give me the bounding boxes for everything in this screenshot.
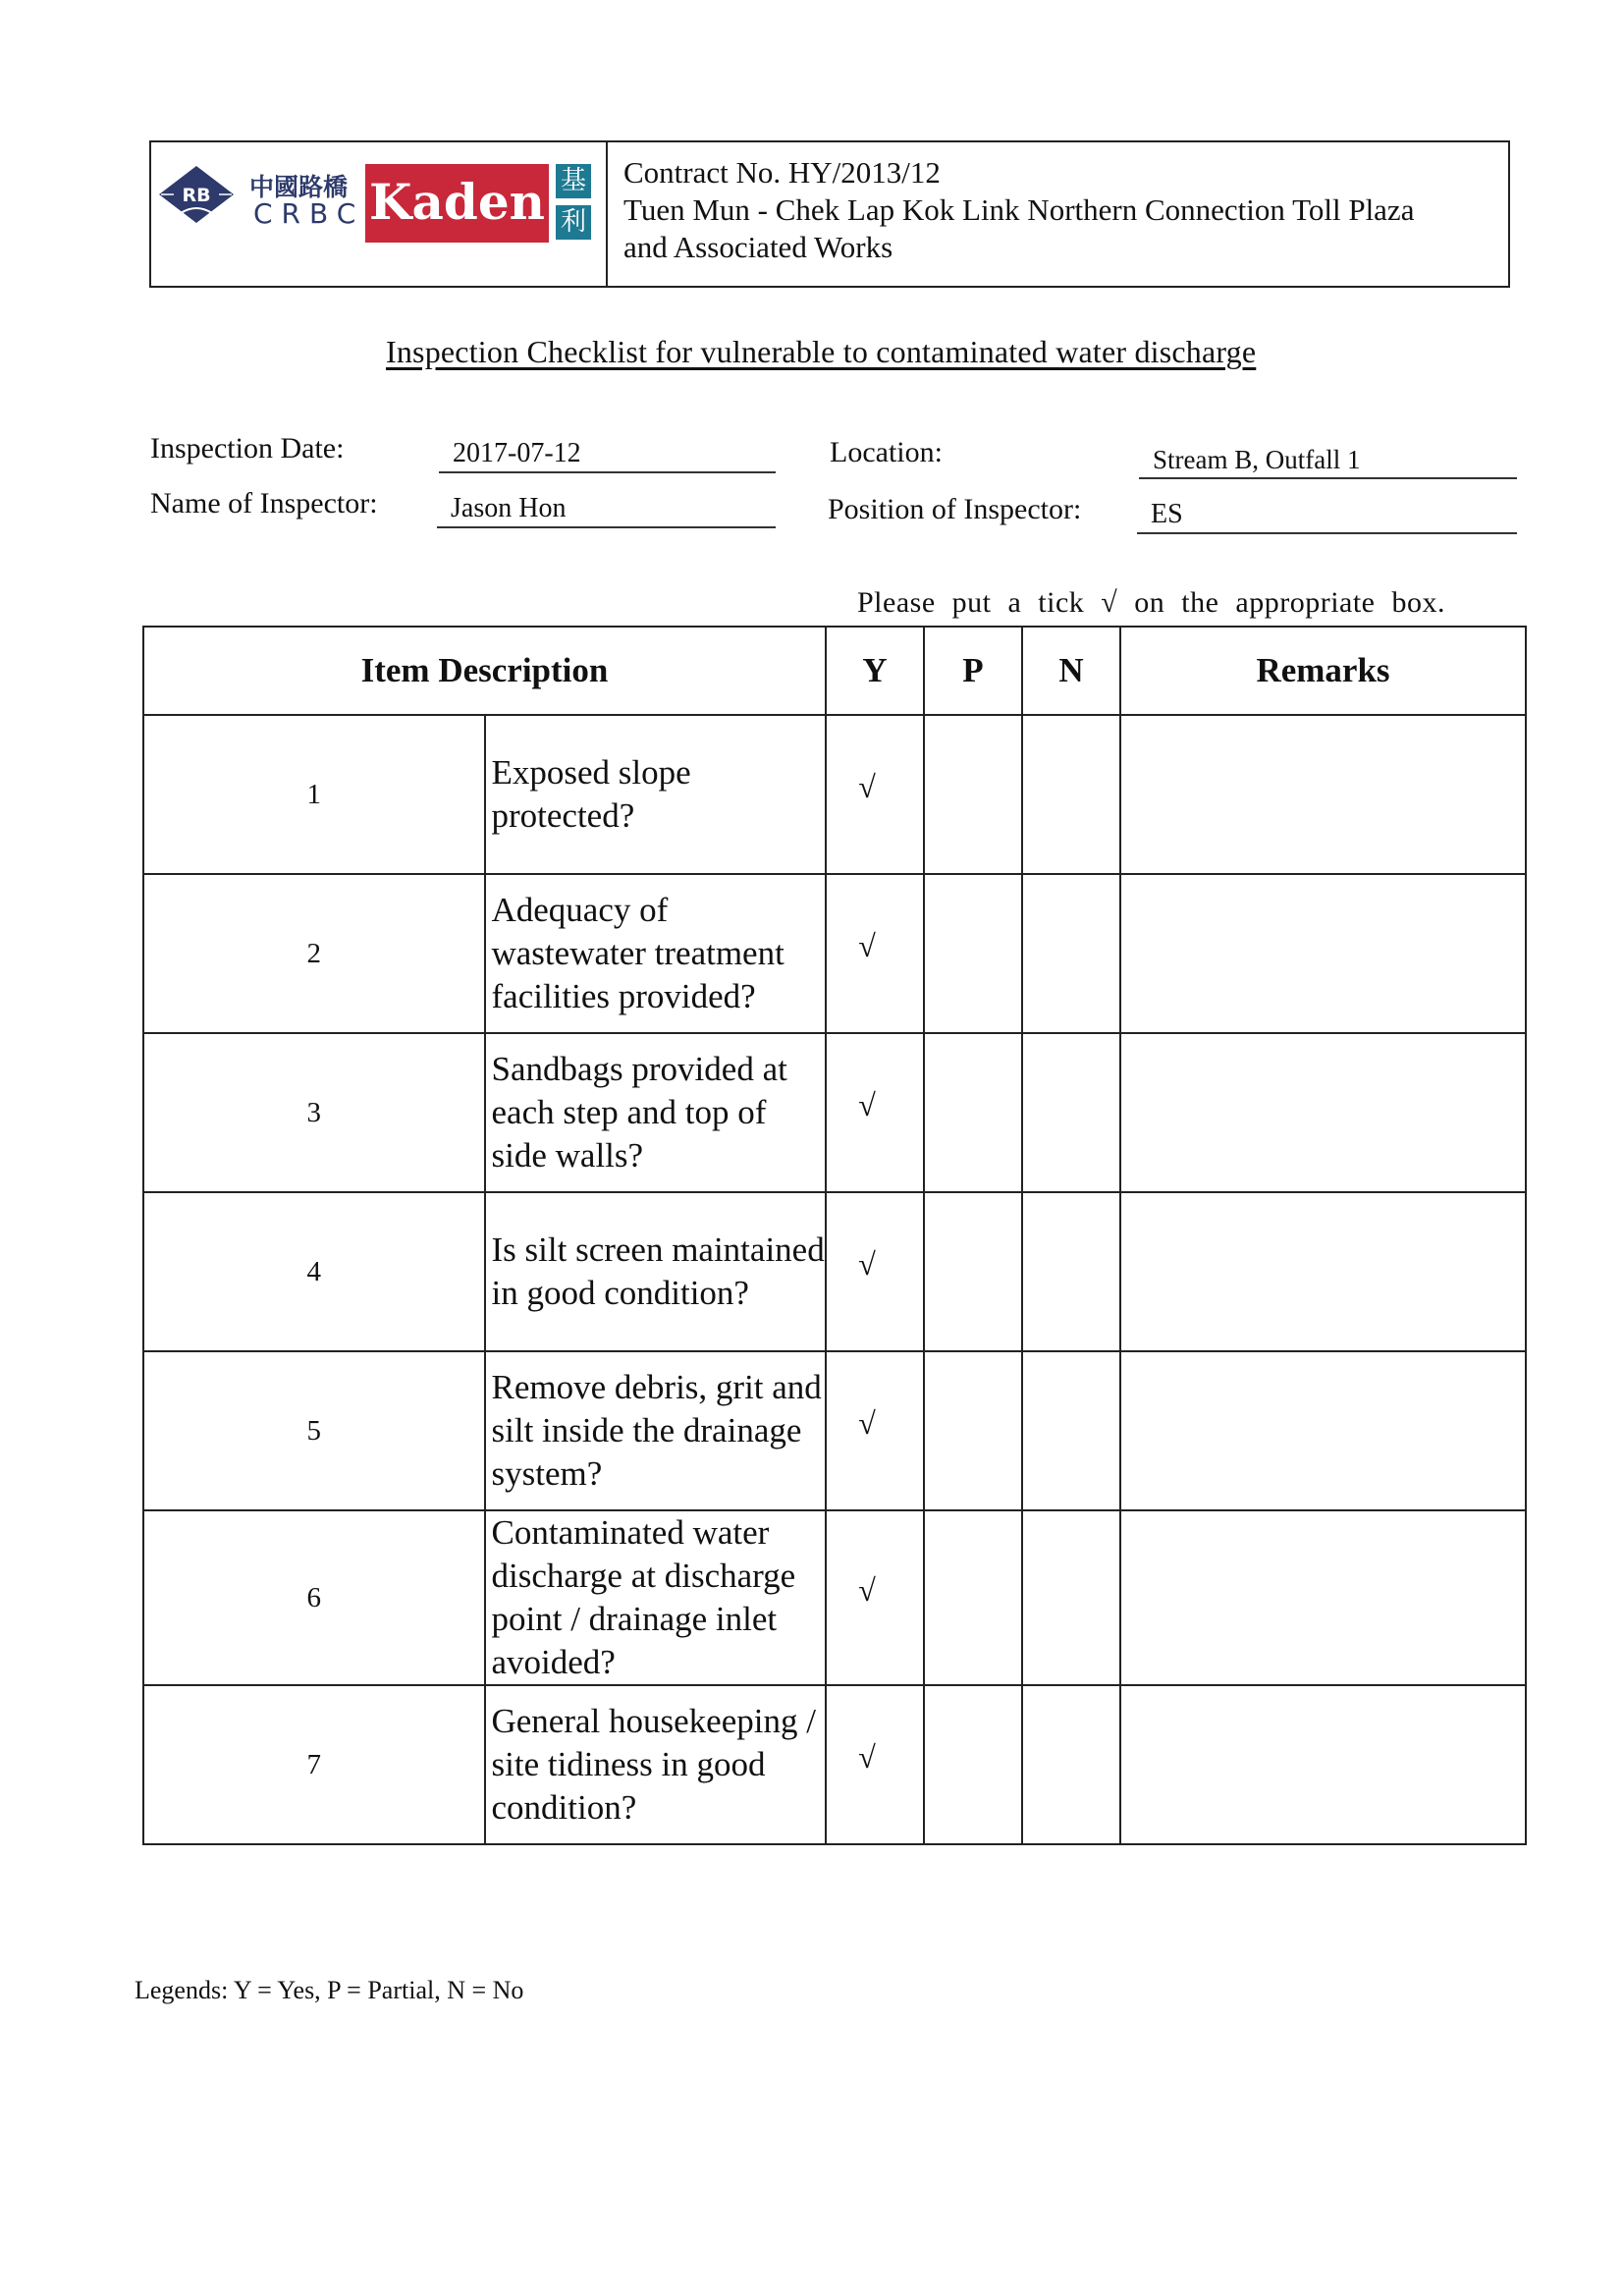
location-label: Location: [830,436,943,468]
item-number: 7 [143,1685,485,1844]
tick-mark-icon: √ [858,1245,876,1282]
item-number: 3 [143,1033,485,1192]
location-field[interactable]: Stream B, Outfall 1 [1139,444,1517,479]
partial-checkbox[interactable] [924,874,1022,1033]
yes-checkbox[interactable] [826,1192,924,1351]
partial-checkbox[interactable] [924,1510,1022,1685]
no-checkbox[interactable] [1022,1510,1120,1685]
item-description: Is silt screen maintained in good condition? [485,1192,827,1351]
no-checkbox[interactable] [1022,1192,1120,1351]
crbc-english-name: CRBC [253,197,365,230]
tick-mark-icon: √ [858,1086,876,1122]
kaden-chinese-char-2: 利 [556,205,591,240]
tick-instruction: Please put a tick √ on the appropriate box. [857,586,1445,619]
item-description: Contaminated water discharge at discharge point / drainage inlet avoided? [485,1510,827,1685]
contract-title-line-1: Tuen Mun - Chek Lap Kok Link Northern Connection Toll Plaza [623,192,1415,227]
item-number: 4 [143,1192,485,1351]
partial-checkbox[interactable] [924,1351,1022,1510]
yes-checkbox[interactable] [826,715,924,874]
table-row [143,1351,1526,1510]
tick-mark-icon: √ [858,927,876,963]
table-header-row [143,627,1526,715]
document-header [149,140,1510,288]
item-description: Sandbags provided at each step and top of side walls? [485,1033,827,1192]
partial-checkbox[interactable] [924,1192,1022,1351]
crbc-chinese-name: 中國路橋 [249,173,349,201]
inspection-date-field[interactable]: 2017-07-12 [439,438,776,473]
position-of-inspector-label: Position of Inspector: [828,493,1082,525]
header-item-description: Item Description [143,627,826,715]
no-checkbox[interactable] [1022,1033,1120,1192]
position-of-inspector-field[interactable]: ES [1137,499,1517,534]
item-description: General housekeeping / site tidiness in good condition? [485,1685,827,1844]
item-description: Exposed slope protected? [485,715,827,874]
legend: Legends: Y = Yes, P = Partial, N = No [135,1976,524,2004]
tick-mark-icon: √ [858,1738,876,1775]
company-logos [151,142,608,286]
kaden-chinese-char-1: 基 [556,164,591,198]
table-row [143,1192,1526,1351]
kaden-logo: Kaden [365,164,549,243]
remarks-field[interactable] [1120,1685,1526,1844]
item-number: 1 [143,715,485,874]
partial-checkbox[interactable] [924,1033,1022,1192]
header-yes: Y [826,627,924,715]
checklist-table [142,626,1527,1845]
remarks-field[interactable] [1120,715,1526,874]
table-row [143,874,1526,1033]
item-number: 5 [143,1351,485,1510]
contract-title-line-2: and Associated Works [623,230,893,264]
tick-mark-icon: √ [858,1571,876,1608]
table-row [143,1033,1526,1192]
rb-diamond-logo-icon [157,164,236,225]
no-checkbox[interactable] [1022,1351,1120,1510]
svg-text:RB: RB [182,185,211,206]
item-description: Adequacy of wastewater treatment facilities provided? [485,874,827,1033]
yes-checkbox[interactable] [826,1685,924,1844]
no-checkbox[interactable] [1022,874,1120,1033]
yes-checkbox[interactable] [826,1033,924,1192]
header-no: N [1022,627,1120,715]
header-remarks: Remarks [1120,627,1526,715]
inspection-date-label: Inspection Date: [150,432,345,465]
no-checkbox[interactable] [1022,715,1120,874]
remarks-field[interactable] [1120,874,1526,1033]
name-of-inspector-field[interactable]: Jason Hon [437,493,776,528]
table-row [143,1685,1526,1844]
remarks-field[interactable] [1120,1351,1526,1510]
remarks-field[interactable] [1120,1033,1526,1192]
table-row [143,1510,1526,1685]
item-number: 2 [143,874,485,1033]
yes-checkbox[interactable] [826,874,924,1033]
tick-mark-icon: √ [858,1404,876,1441]
table-row [143,715,1526,874]
header-partial: P [924,627,1022,715]
yes-checkbox[interactable] [826,1510,924,1685]
contract-info [608,142,1508,286]
item-number: 6 [143,1510,485,1685]
tick-mark-icon: √ [858,768,876,804]
item-description: Remove debris, grit and silt inside the drainage system? [485,1351,827,1510]
name-of-inspector-label: Name of Inspector: [150,487,378,519]
page-title: Inspection Checklist for vulnerable to contaminated water discharge [386,334,1257,369]
no-checkbox[interactable] [1022,1685,1120,1844]
remarks-field[interactable] [1120,1192,1526,1351]
yes-checkbox[interactable] [826,1351,924,1510]
partial-checkbox[interactable] [924,1685,1022,1844]
remarks-field[interactable] [1120,1510,1526,1685]
contract-number: Contract No. HY/2013/12 [623,155,941,190]
partial-checkbox[interactable] [924,715,1022,874]
